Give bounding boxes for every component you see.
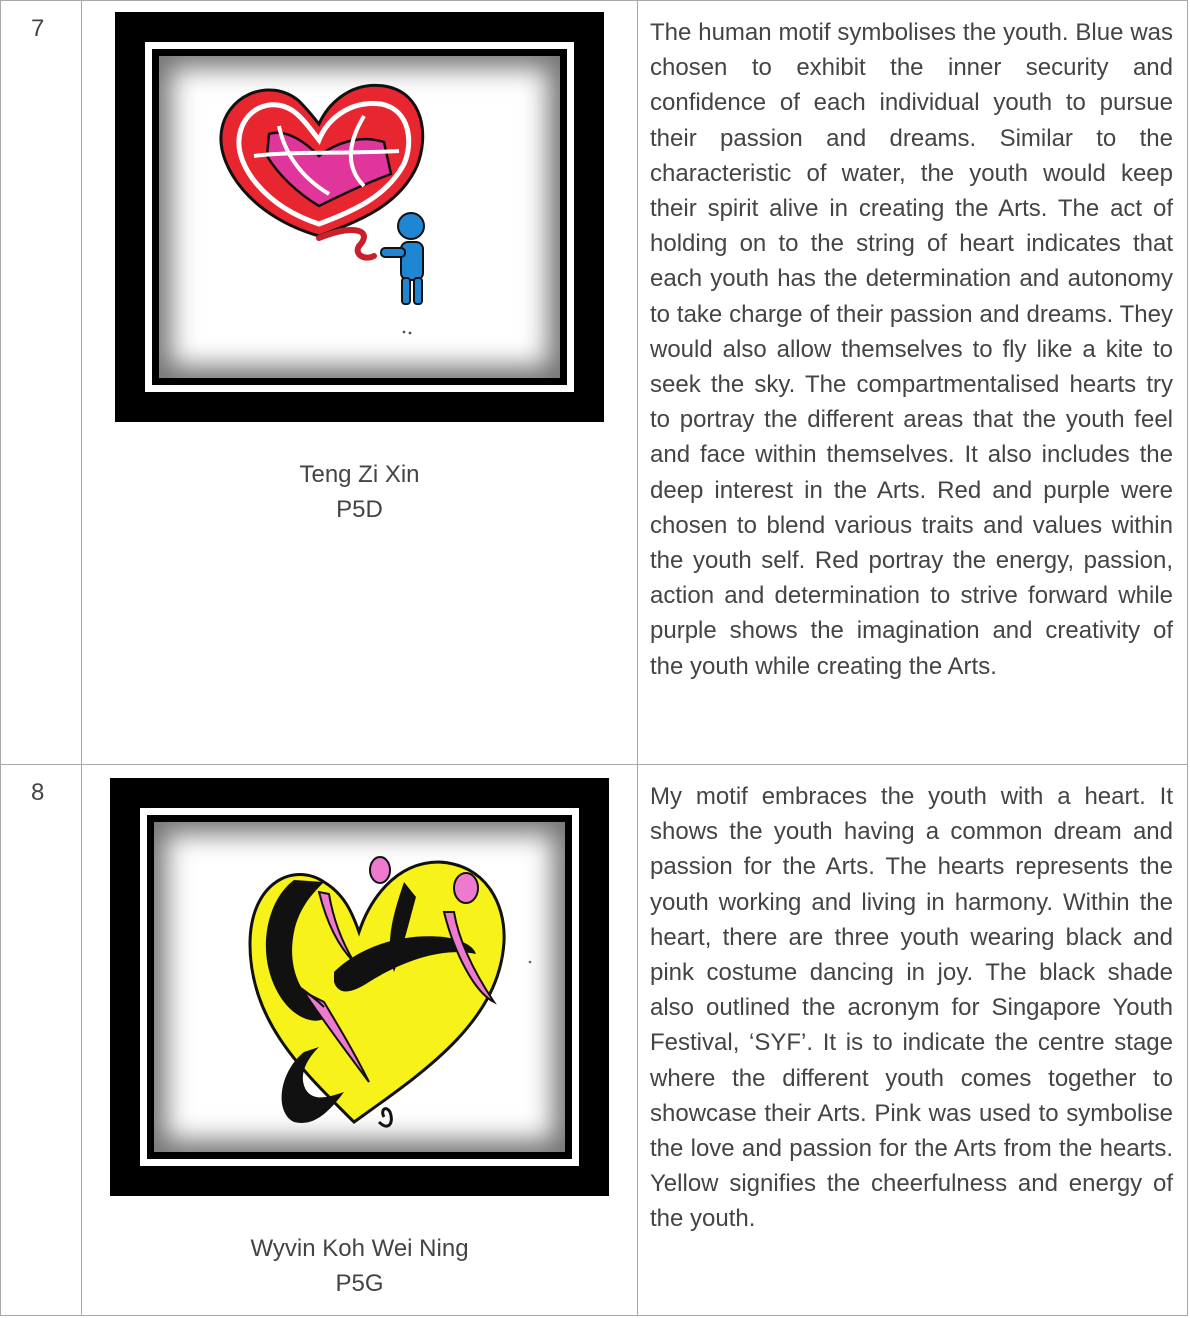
yellow-heart-drawing	[154, 822, 565, 1152]
entry-number: 8	[31, 779, 45, 806]
artwork-description: My motif embraces the youth with a heart. It shows the youth having a common dream and passion for the Arts. The hearts represents the youth working and living in harmony. Within the heart, there are three youth wearing black and pink costume dancing in joy. The black shade also outlined the acronym for Singapore Youth Festival, ‘SYF’. It is to indicate the centre stage where the different youth comes together to showcase their Arts. Pink was used to symbolise the love and passion for the Arts from the hearts. Yellow signifies the cheerfulness and energy of the youth.	[650, 783, 1173, 1233]
artist-class: P5D	[336, 496, 383, 523]
artwork-canvas	[159, 56, 560, 378]
artwork-canvas	[154, 822, 565, 1152]
artist-name: Teng Zi Xin	[299, 461, 420, 488]
heart-with-figure-drawing	[159, 56, 560, 378]
artist-name: Wyvin Koh Wei Ning	[250, 1235, 469, 1262]
entry-number-cell	[1, 1, 82, 765]
artwork-frame	[115, 12, 604, 422]
artwork-cell	[82, 765, 638, 1316]
artwork-frame	[110, 778, 609, 1196]
entry-number-cell	[1, 765, 82, 1316]
table-row	[1, 1, 1188, 765]
artwork-description: The human motif symbolises the youth. Blue was chosen to exhibit the inner security and confidence of each individual youth to pursue their passion and dreams. Similar to the characteristic of water, the youth would keep their spirit alive in creating the Arts. The act of holding on to the string of heart indicates that each youth has the determination and autonomy to take charge of their passion and dreams. They would also allow themselves to fly like a kite to seek the sky. The compartmentalised hearts try to portray the different areas that the youth feel and face within themselves. It also includes the deep interest in the Arts. Red and purple were chosen to blend various traits and values within the youth self. Red portray the energy, passion, action and determination to strive forward while purple shows the imagination and creativity of the youth while creating the Arts.	[650, 19, 1173, 680]
artwork-cell	[82, 1, 638, 765]
description-cell	[638, 765, 1188, 1316]
description-cell	[638, 1, 1188, 765]
entry-number: 7	[31, 15, 45, 42]
table-row	[1, 765, 1188, 1316]
artist-class: P5G	[335, 1270, 384, 1297]
